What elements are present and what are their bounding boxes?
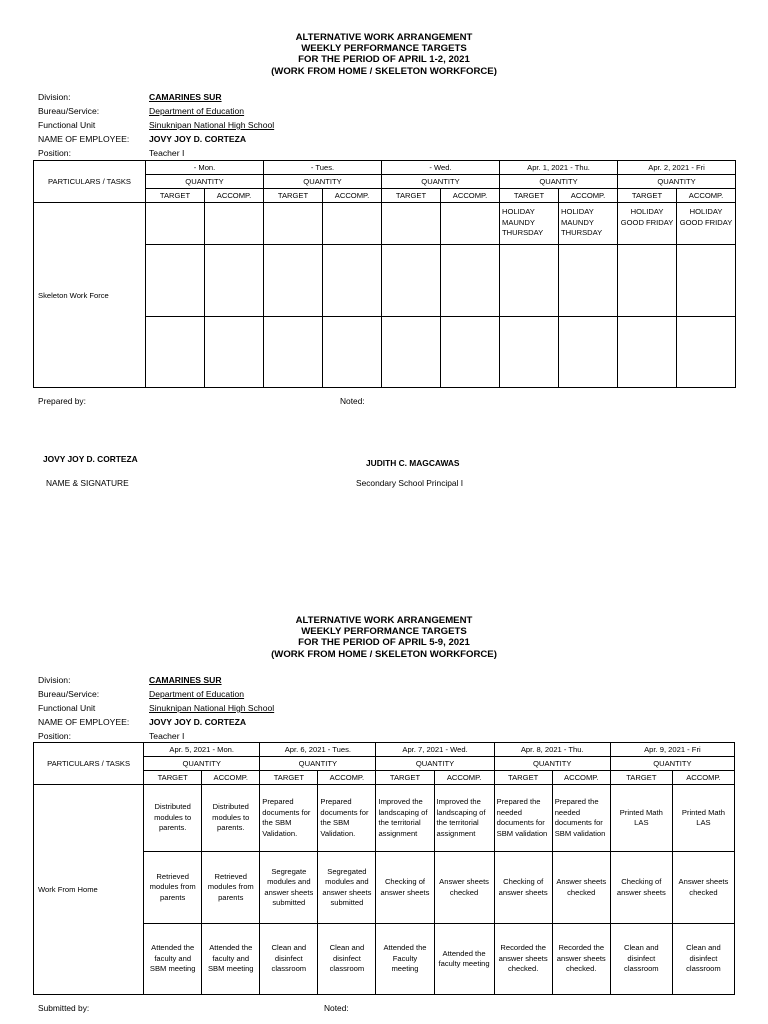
quantity-header: QUANTITY [610, 757, 734, 771]
accomp-header: ACCOMP. [318, 771, 376, 785]
accomp-header: ACCOMP. [205, 189, 264, 203]
division-value: CAMARINES SUR [149, 92, 222, 102]
accomp-header: ACCOMP. [202, 771, 260, 785]
task-cell [382, 317, 441, 388]
task-cell: Answer sheets checked [672, 852, 734, 924]
task-cell: Attended the faculty and SBM meeting [202, 924, 260, 995]
position-value: Teacher I [149, 148, 185, 158]
day-header: - Tues. [264, 161, 382, 175]
form1-title-line: FOR THE PERIOD OF APRIL 1-2, 2021 [298, 54, 470, 66]
division-label: Division: [38, 675, 71, 685]
task-cell [441, 317, 500, 388]
form2-targets-table [33, 742, 735, 995]
task-cell: Clean and disinfect classroom [260, 924, 318, 995]
accomp-header: ACCOMP. [441, 189, 500, 203]
task-cell: HOLIDAY MAUNDY THURSDAY [559, 203, 618, 245]
functional-unit-value: Sinuknipan National High School [149, 703, 275, 713]
task-cell [323, 317, 382, 388]
row-label: Work From Home [34, 785, 144, 995]
employee-name-label: NAME OF EMPLOYEE: [38, 717, 130, 727]
target-header: TARGET [610, 771, 672, 785]
quantity-header: QUANTITY [260, 757, 376, 771]
day-header: Apr. 1, 2021 - Thu. [500, 161, 618, 175]
noted-label: Noted: [324, 1003, 349, 1013]
quantity-header: QUANTITY [144, 757, 260, 771]
task-cell [146, 317, 205, 388]
position-value: Teacher I [149, 731, 185, 741]
target-header: TARGET [382, 189, 441, 203]
task-cell [264, 203, 323, 245]
task-cell [382, 245, 441, 317]
name-signature-caption: NAME & SIGNATURE [46, 478, 129, 488]
form2-title-line: ALTERNATIVE WORK ARRANGEMENT [295, 615, 473, 626]
task-cell [323, 245, 382, 317]
position-label: Position: [38, 148, 71, 158]
employee-name-value: JOVY JOY D. CORTEZA [149, 134, 247, 144]
position-label: Position: [38, 731, 71, 741]
bureau-value: Department of Education [149, 106, 245, 116]
target-header: TARGET [144, 771, 202, 785]
task-cell: Distributed modules to parents. [202, 785, 260, 852]
day-header: Apr. 8, 2021 - Thu. [494, 743, 610, 757]
employee-name-value: JOVY JOY D. CORTEZA [149, 717, 247, 727]
task-cell [323, 203, 382, 245]
functional-unit-label: Functional Unit [38, 120, 96, 130]
task-cell: HOLIDAY MAUNDY THURSDAY [500, 203, 559, 245]
form2-title-line: WEEKLY PERFORMANCE TARGETS [301, 626, 467, 638]
task-cell: Attended the Faculty meeting [376, 924, 434, 995]
accomp-header: ACCOMP. [672, 771, 734, 785]
quantity-header: QUANTITY [146, 175, 264, 189]
employee-signature-name: JOVY JOY D. CORTEZA [43, 454, 138, 464]
task-cell [264, 317, 323, 388]
task-cell [500, 317, 559, 388]
form1-title [0, 32, 768, 77]
task-cell: HOLIDAY GOOD FRIDAY [677, 203, 736, 245]
task-cell: Printed Math LAS [610, 785, 672, 852]
accomp-header: ACCOMP. [559, 189, 618, 203]
target-header: TARGET [618, 189, 677, 203]
task-cell: Improved the landscaping of the territorial assignment [376, 785, 434, 852]
prepared-by-label: Prepared by: [38, 396, 86, 406]
task-cell [205, 203, 264, 245]
task-cell [559, 245, 618, 317]
task-cell: Answer sheets checked [552, 852, 610, 924]
task-cell [559, 317, 618, 388]
division-value: CAMARINES SUR [149, 675, 222, 685]
target-header: TARGET [494, 771, 552, 785]
task-cell [205, 245, 264, 317]
functional-unit-label: Functional Unit [38, 703, 96, 713]
task-cell: Checking of answer sheets [494, 852, 552, 924]
task-cell: Attended the faculty meeting [434, 924, 494, 995]
task-cell: Retrieved modules from parents [144, 852, 202, 924]
task-cell [264, 245, 323, 317]
task-cell [618, 245, 677, 317]
day-header: Apr. 6, 2021 - Tues. [260, 743, 376, 757]
task-cell: Segregated modules and answer sheets submitted [318, 852, 376, 924]
bureau-label: Bureau/Service: [38, 106, 100, 116]
target-header: TARGET [500, 189, 559, 203]
task-cell [205, 317, 264, 388]
task-cell: Answer sheets checked [434, 852, 494, 924]
form2-title-line: FOR THE PERIOD OF APRIL 5-9, 2021 [298, 637, 470, 649]
task-cell [441, 203, 500, 245]
day-header: - Mon. [146, 161, 264, 175]
target-header: TARGET [264, 189, 323, 203]
principal-name: JUDITH C. MAGCAWAS [366, 458, 460, 468]
functional-unit-value: Sinuknipan National High School [149, 120, 275, 130]
accomp-header: ACCOMP. [552, 771, 610, 785]
quantity-header: QUANTITY [264, 175, 382, 189]
bureau-label: Bureau/Service: [38, 689, 100, 699]
task-cell: Segregate modules and answer sheets submitted [260, 852, 318, 924]
day-header: Apr. 7, 2021 - Wed. [376, 743, 494, 757]
task-cell: Checking of answer sheets [376, 852, 434, 924]
bureau-value: Department of Education [149, 689, 245, 699]
target-header: TARGET [376, 771, 434, 785]
quantity-header: QUANTITY [494, 757, 610, 771]
quantity-header: QUANTITY [382, 175, 500, 189]
day-header: Apr. 2, 2021 - Fri [618, 161, 736, 175]
form2-title [0, 615, 768, 660]
task-cell: Recorded the answer sheets checked. [552, 924, 610, 995]
form1-title-line: WEEKLY PERFORMANCE TARGETS [301, 43, 467, 55]
row-label: Skeleton Work Force [34, 203, 146, 388]
accomp-header: ACCOMP. [677, 189, 736, 203]
noted-label: Noted: [340, 396, 365, 406]
task-cell [618, 317, 677, 388]
form1-title-line: (WORK FROM HOME / SKELETON WORKFORCE) [271, 65, 497, 77]
day-header: Apr. 5, 2021 - Mon. [144, 743, 260, 757]
task-cell: Clean and disinfect classroom [610, 924, 672, 995]
task-cell: Prepared documents for the SBM Validation. [318, 785, 376, 852]
task-cell [382, 203, 441, 245]
task-cell: Clean and disinfect classroom [672, 924, 734, 995]
target-header: TARGET [260, 771, 318, 785]
task-cell: Attended the faculty and SBM meeting [144, 924, 202, 995]
quantity-header: QUANTITY [376, 757, 494, 771]
task-cell: Checking of answer sheets [610, 852, 672, 924]
submitted-by-label: Submitted by: [38, 1003, 90, 1013]
quantity-header: QUANTITY [500, 175, 618, 189]
target-header: TARGET [146, 189, 205, 203]
employee-name-label: NAME OF EMPLOYEE: [38, 134, 130, 144]
task-cell: Retrieved modules from parents [202, 852, 260, 924]
particulars-header: PARTICULARS / TASKS [34, 743, 144, 785]
task-cell [146, 245, 205, 317]
accomp-header: ACCOMP. [434, 771, 494, 785]
task-cell [146, 203, 205, 245]
quantity-header: QUANTITY [618, 175, 736, 189]
task-cell: Improved the landscaping of the territorial assignment [434, 785, 494, 852]
task-cell: Prepared documents for the SBM Validation. [260, 785, 318, 852]
task-cell: Recorded the answer sheets checked. [494, 924, 552, 995]
task-cell: Prepared the needed documents for SBM validation [552, 785, 610, 852]
day-header: - Wed. [382, 161, 500, 175]
form1-title-line: ALTERNATIVE WORK ARRANGEMENT [295, 32, 473, 43]
task-cell [500, 245, 559, 317]
task-cell: Prepared the needed documents for SBM validation [494, 785, 552, 852]
form1-targets-table [33, 160, 736, 388]
particulars-header: PARTICULARS / TASKS [34, 161, 146, 203]
task-cell: Printed Math LAS [672, 785, 734, 852]
task-cell [677, 245, 736, 317]
task-cell: HOLIDAY GOOD FRIDAY [618, 203, 677, 245]
task-cell: Clean and disinfect classroom [318, 924, 376, 995]
task-cell [441, 245, 500, 317]
principal-title: Secondary School Principal I [356, 478, 464, 488]
task-cell: Distributed modules to parents. [144, 785, 202, 852]
accomp-header: ACCOMP. [323, 189, 382, 203]
form2-title-line: (WORK FROM HOME / SKELETON WORKFORCE) [271, 648, 497, 660]
day-header: Apr. 9, 2021 - Fri [610, 743, 734, 757]
division-label: Division: [38, 92, 71, 102]
task-cell [677, 317, 736, 388]
